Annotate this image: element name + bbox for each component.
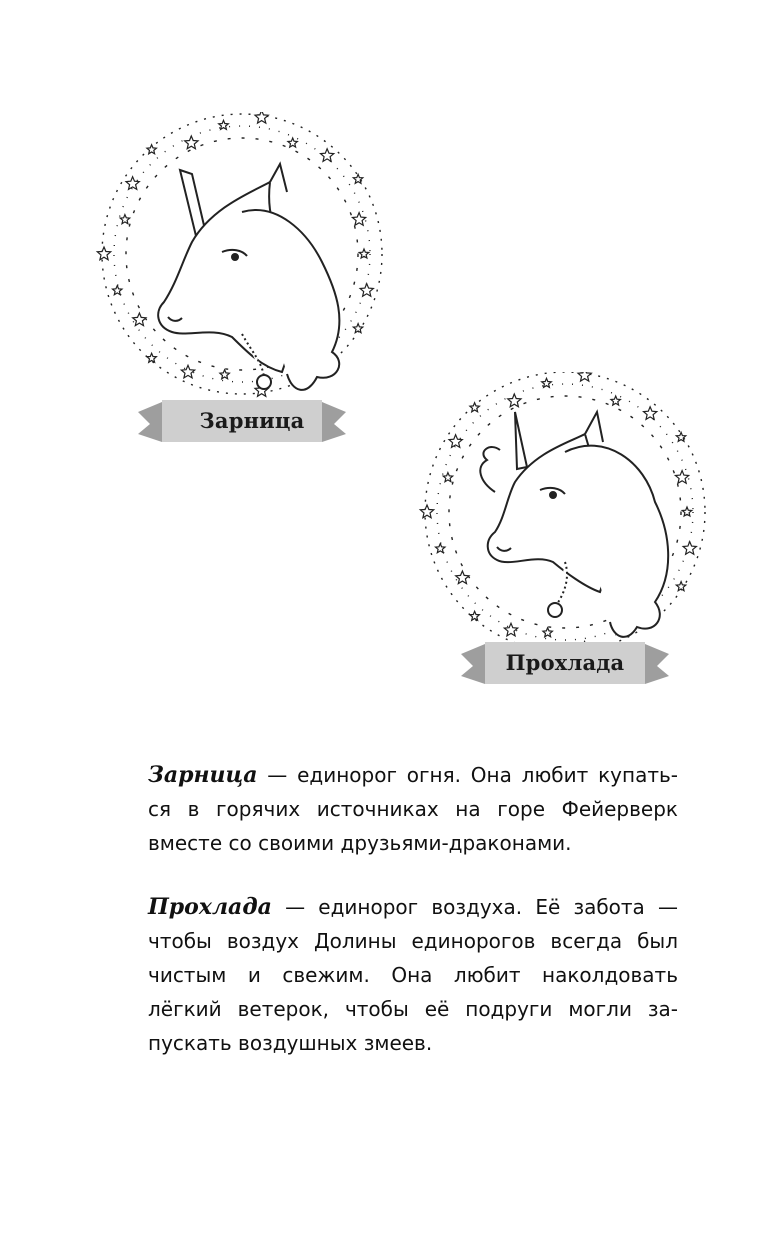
text-line: чистым и свежим. Она любит наколдовать xyxy=(148,963,678,987)
star-icon xyxy=(255,112,268,123)
star-icon xyxy=(470,611,480,620)
star-icon xyxy=(504,623,517,636)
description-text: — единорог огня. Она любит купать- xyxy=(267,763,678,787)
star-icon xyxy=(353,174,363,183)
star-icon xyxy=(353,324,363,333)
unicorn-head xyxy=(480,412,668,637)
text-line: ся в горячих источниках на горе Фейерверк xyxy=(148,797,678,821)
text-line: чтобы воздух Долины единорогов всегда был xyxy=(148,929,678,953)
star-icon xyxy=(288,138,298,147)
star-icon xyxy=(578,372,591,381)
star-icon xyxy=(133,313,146,326)
star-icon xyxy=(181,365,194,378)
star-icon xyxy=(676,582,686,591)
star-icon xyxy=(220,370,230,379)
star-icon xyxy=(97,247,110,260)
star-icon xyxy=(470,403,480,412)
text-line: лёгкий ветерок, чтобы её подруги могли за- xyxy=(148,997,678,1021)
star-icon xyxy=(675,471,688,484)
text-line: вместе со своими друзьями-драконами. xyxy=(148,831,572,855)
star-icon xyxy=(321,149,334,162)
star-icon xyxy=(508,394,521,407)
character-name-label: Прохлада xyxy=(505,650,625,675)
character-name-inline: Зарница xyxy=(148,762,258,788)
star-icon xyxy=(611,396,621,405)
star-icon xyxy=(644,407,657,420)
star-icon xyxy=(120,215,130,224)
zarnitsa-portrait xyxy=(92,112,412,462)
prokhlada-portrait xyxy=(405,372,725,702)
star-icon xyxy=(126,177,139,190)
star-icon xyxy=(147,353,157,362)
star-icon xyxy=(360,284,373,297)
star-icon xyxy=(436,544,446,553)
zarnitsa-description xyxy=(148,758,678,860)
star-icon xyxy=(352,213,365,226)
character-name-inline: Прохлада xyxy=(148,894,272,920)
star-icon xyxy=(359,249,369,258)
character-name-label: Зарница xyxy=(199,408,305,433)
star-icon xyxy=(543,628,553,637)
star-icon xyxy=(449,435,462,448)
star-icon xyxy=(185,136,198,149)
description-text: — единорог воздуха. Её забота — xyxy=(285,895,679,919)
star-icon xyxy=(443,473,453,482)
star-icon xyxy=(147,145,157,154)
star-icon xyxy=(683,542,696,555)
prokhlada-description xyxy=(148,890,678,1060)
text-line: пускать воздушных змеев. xyxy=(148,1031,433,1055)
star-icon xyxy=(682,507,692,516)
star-icon xyxy=(113,286,123,295)
text-line xyxy=(148,890,678,924)
star-icon xyxy=(420,505,433,518)
star-icon xyxy=(676,432,686,441)
star-icon xyxy=(456,571,469,584)
text-line xyxy=(148,758,678,792)
